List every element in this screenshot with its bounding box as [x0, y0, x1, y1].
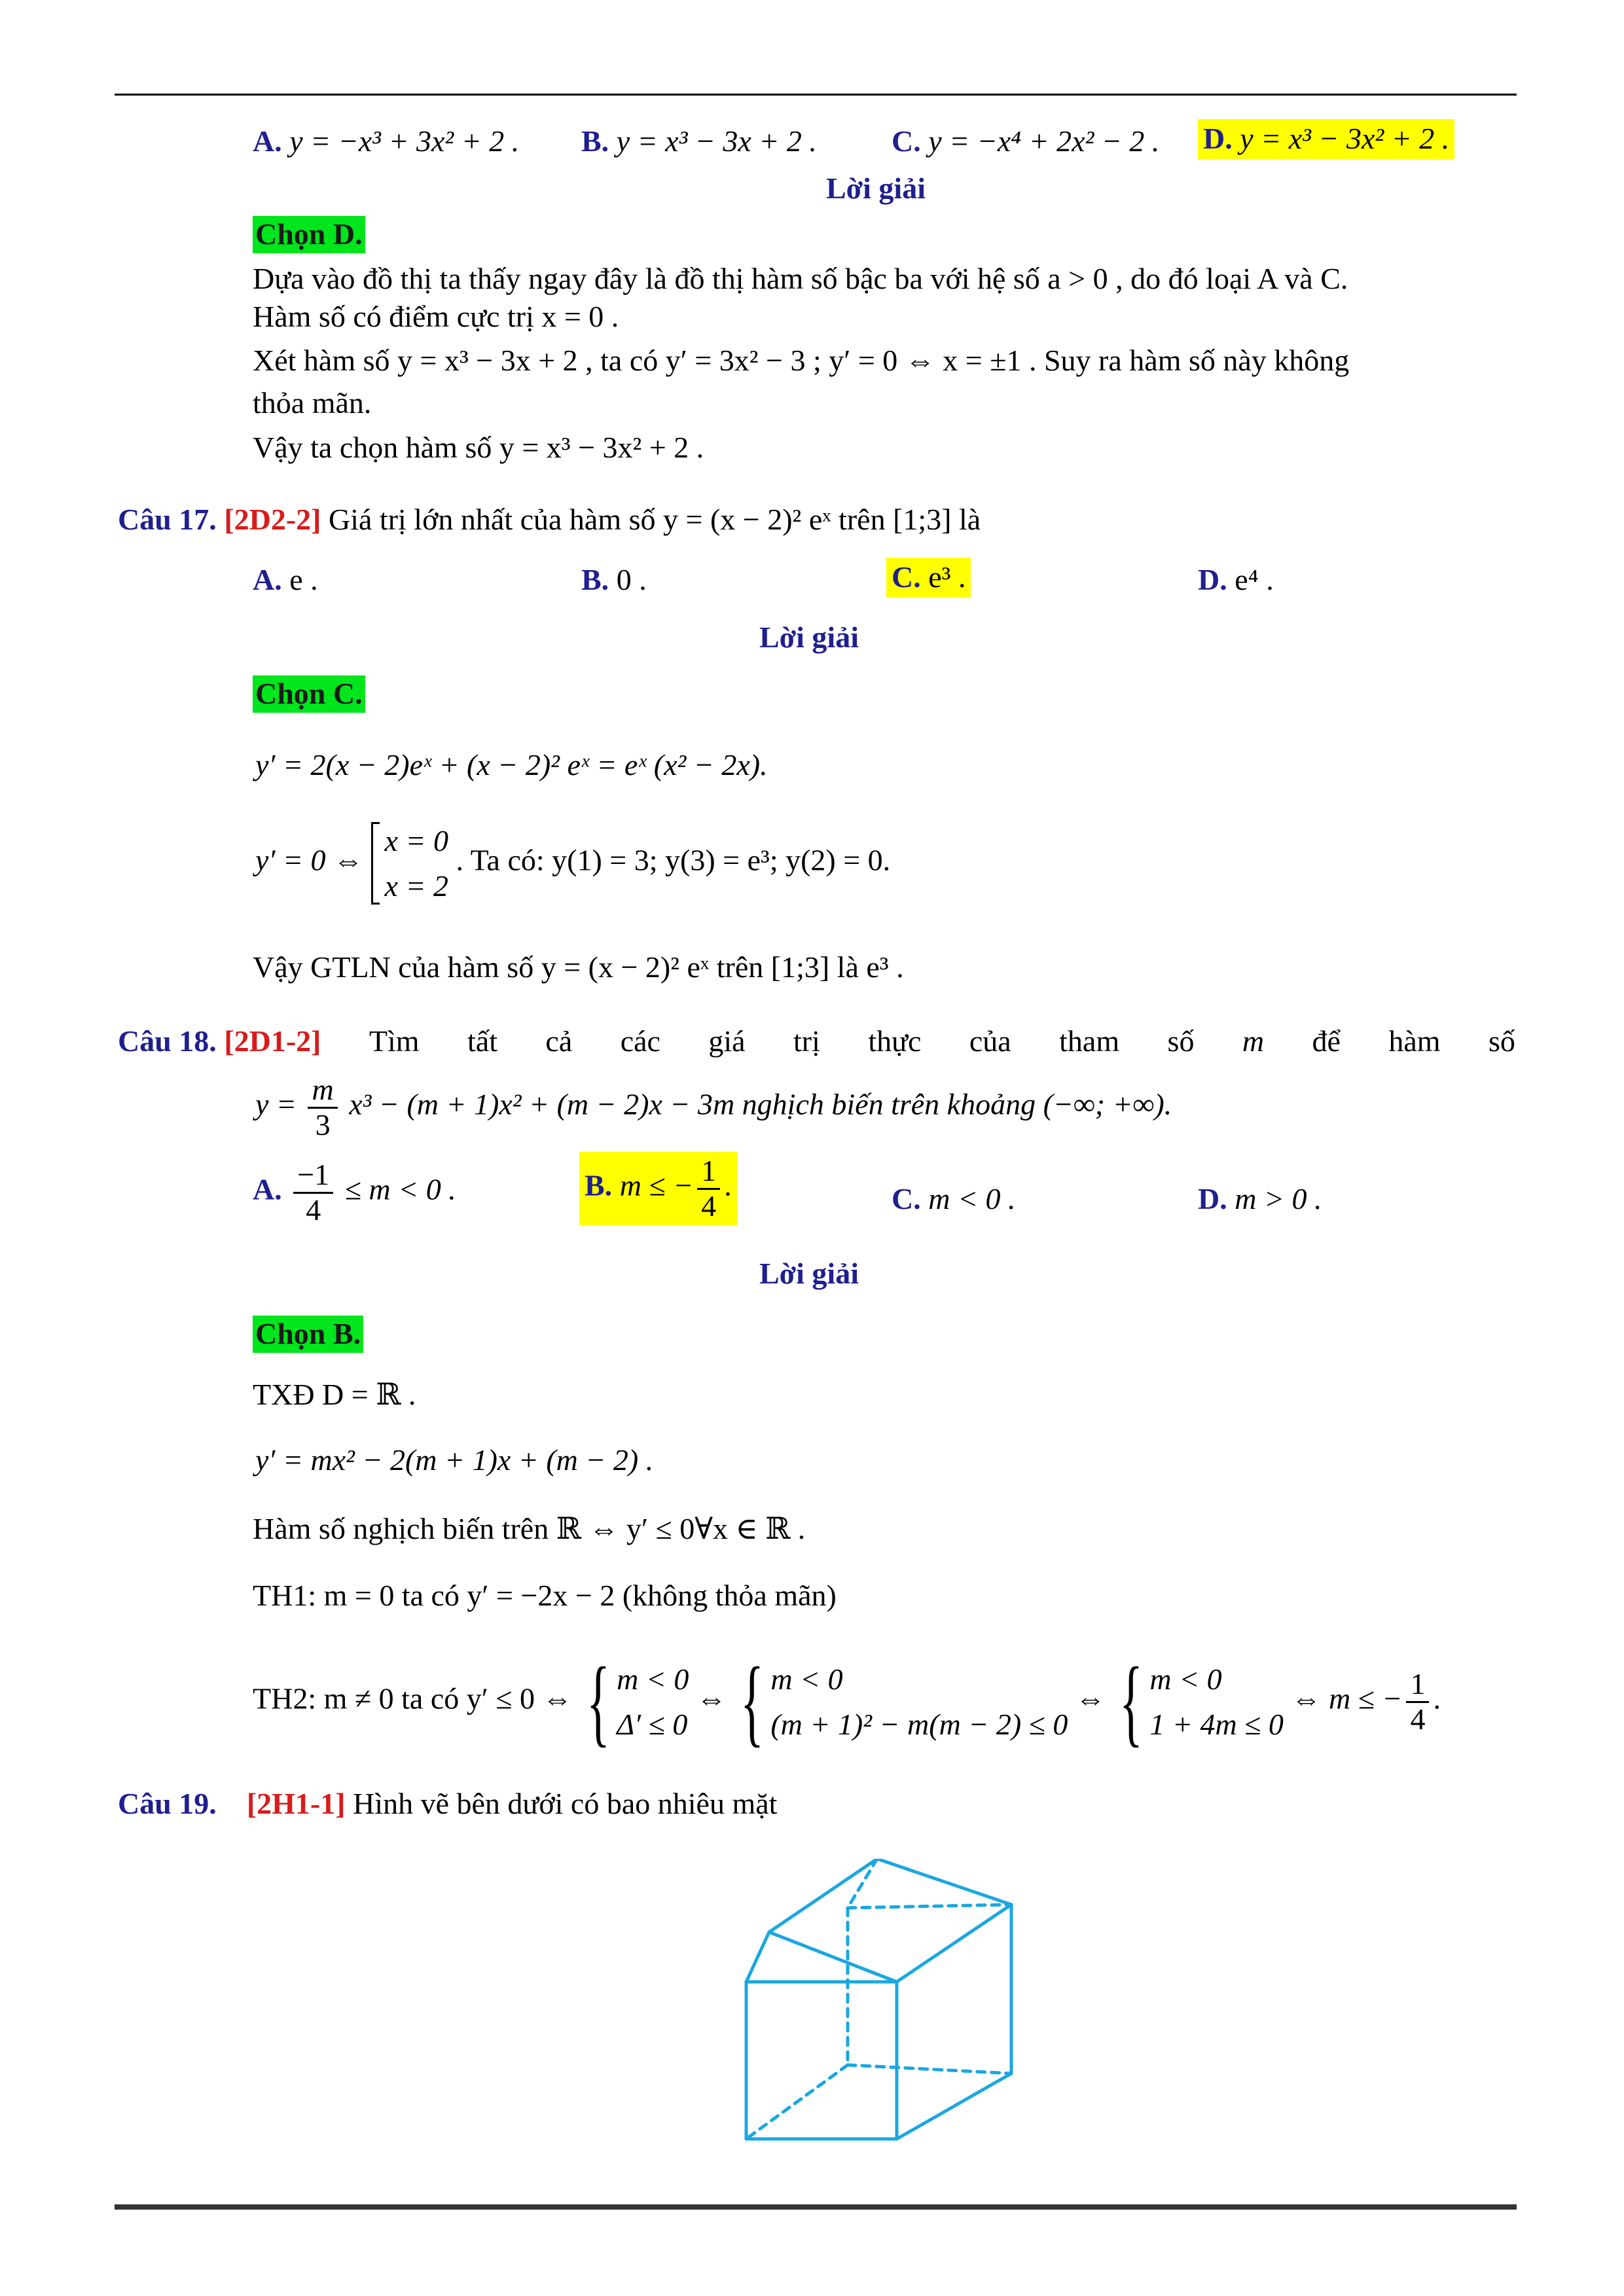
edge: [746, 1932, 769, 1982]
polyhedron-figure: [733, 1859, 1021, 2153]
q17-choice: Chọn C.: [253, 675, 365, 713]
edge: [897, 1905, 1011, 1982]
q18-question-line: Câu 18. [2D1-2] Tìm tất cả các giá trị thực của tham số m để hàm số: [118, 1024, 1515, 1058]
q18-case1: TH1: m = 0 ta có y′ = −2x − 2 (không thỏa mãn): [253, 1579, 837, 1612]
q18-domain: TXĐ D = ℝ .: [253, 1378, 416, 1411]
q16-option-b: B. y = x³ − 3x + 2 .: [581, 124, 817, 158]
edge: [769, 1859, 877, 1932]
q18-brace-3: {: [1119, 1647, 1144, 1756]
q16-choice: Chọn D.: [253, 216, 365, 253]
q17-question: Câu 17. [2D2-2] Giá trị lớn nhất của hàm số y = (x − 2)² eˣ trên [1;3] là: [118, 503, 981, 536]
q17-conclusion: Vậy GTLN của hàm số y = (x − 2)² eˣ trên [1;3] là e³ .: [253, 950, 904, 984]
hidden-edge: [848, 2065, 1011, 2073]
q19-question: Câu 19. [2H1-1] Hình vẽ bên dưới có bao nhiêu mặt: [118, 1787, 778, 1820]
q16-option-d-highlighted: D. y = x³ − 3x² + 2 .: [1198, 119, 1454, 159]
q18-option-d: D. m > 0 .: [1198, 1182, 1322, 1215]
q16-option-a: A. y = −x³ + 3x² + 2 .: [253, 124, 520, 158]
edge: [877, 1859, 1011, 1905]
q17-option-d: D. e⁴ .: [1198, 563, 1274, 596]
hidden-edge: [746, 2065, 848, 2139]
hidden-edge: [848, 1905, 1011, 1908]
q17-option-c-highlighted: C. e³ .: [886, 558, 971, 598]
q18-option-b-highlighted: B. m ≤ − $\frac{1}{4}$ .: [579, 1152, 737, 1225]
q18-brace-2: {: [740, 1647, 765, 1756]
q18-condition: Hàm số nghịch biến trên ℝ ⇔ y′ ≤ 0∀x ∈ ℝ .: [253, 1512, 806, 1545]
q18-brace-1: {: [586, 1647, 611, 1756]
bottom-rule: [115, 2204, 1517, 2210]
q17-bracket: [371, 822, 380, 905]
q17-critical-points: y′ = 0 ⇔ x = 0 x = 2 . Ta có: y(1) = 3; y(3) = e³; y(2) = 0.: [255, 818, 890, 908]
q17-option-a: A. e .: [253, 563, 318, 596]
q18-case2: TH2: m ≠ 0 ta có y′ ≤ 0 ⇔ { m < 0 Δ′ ≤ 0 ⇔ { m < 0 (m + 1)² − m(m − 2) ≤ 0 ⇔ { m < 0 1 + 4m ≤ 0 ⇔ m ≤ − $\frac{1}{4}$ .: [253, 1647, 1441, 1756]
q16-solution-heading: Lời giải: [826, 171, 926, 205]
q16-line5: Vậy ta chọn hàm số y = x³ − 3x² + 2 .: [253, 431, 704, 464]
q16-line3: Xét hàm số y = x³ − 3x + 2 , ta có y′ = 3x² − 3 ; y′ = 0 ⇔ x = ±1 . Suy ra hàm số này không: [253, 344, 1350, 377]
q17-derivative: y′ = 2(x − 2)eˣ + (x − 2)² eˣ = eˣ (x² − 2x).: [255, 748, 768, 781]
q18-derivative: y′ = mx² − 2(m + 1)x + (m − 2) .: [255, 1443, 654, 1477]
q16-option-c: C. y = −x⁴ + 2x² − 2 .: [892, 124, 1160, 158]
q16-line1: Dựa vào đồ thị ta thấy ngay đây là đồ thị hàm số bậc ba với hệ số a > 0 , do đó loại A và C.: [253, 262, 1348, 295]
q16-line2: Hàm số có điểm cực trị x = 0 .: [253, 300, 619, 333]
q18-solution-heading: Lời giải: [759, 1257, 859, 1290]
edge: [769, 1932, 897, 1982]
top-rule: [115, 94, 1517, 96]
q18-choice: Chọn B.: [253, 1316, 363, 1353]
q17-solution-heading: Lời giải: [759, 620, 859, 654]
edge: [897, 2073, 1011, 2139]
q17-option-b: B. 0 .: [581, 563, 647, 596]
q16-line4: thỏa mãn.: [253, 386, 372, 420]
q18-option-a: A. $\frac{-1}{4}$ ≤ m < 0 .: [253, 1158, 456, 1227]
hidden-edge: [848, 1859, 877, 1908]
q18-function: y = $\frac{m}{3}$ x³ − (m + 1)x² + (m − 2)x − 3m nghịch biến trên khoảng (−∞; +∞).: [255, 1073, 1172, 1141]
q18-option-c: C. m < 0 .: [892, 1182, 1016, 1215]
